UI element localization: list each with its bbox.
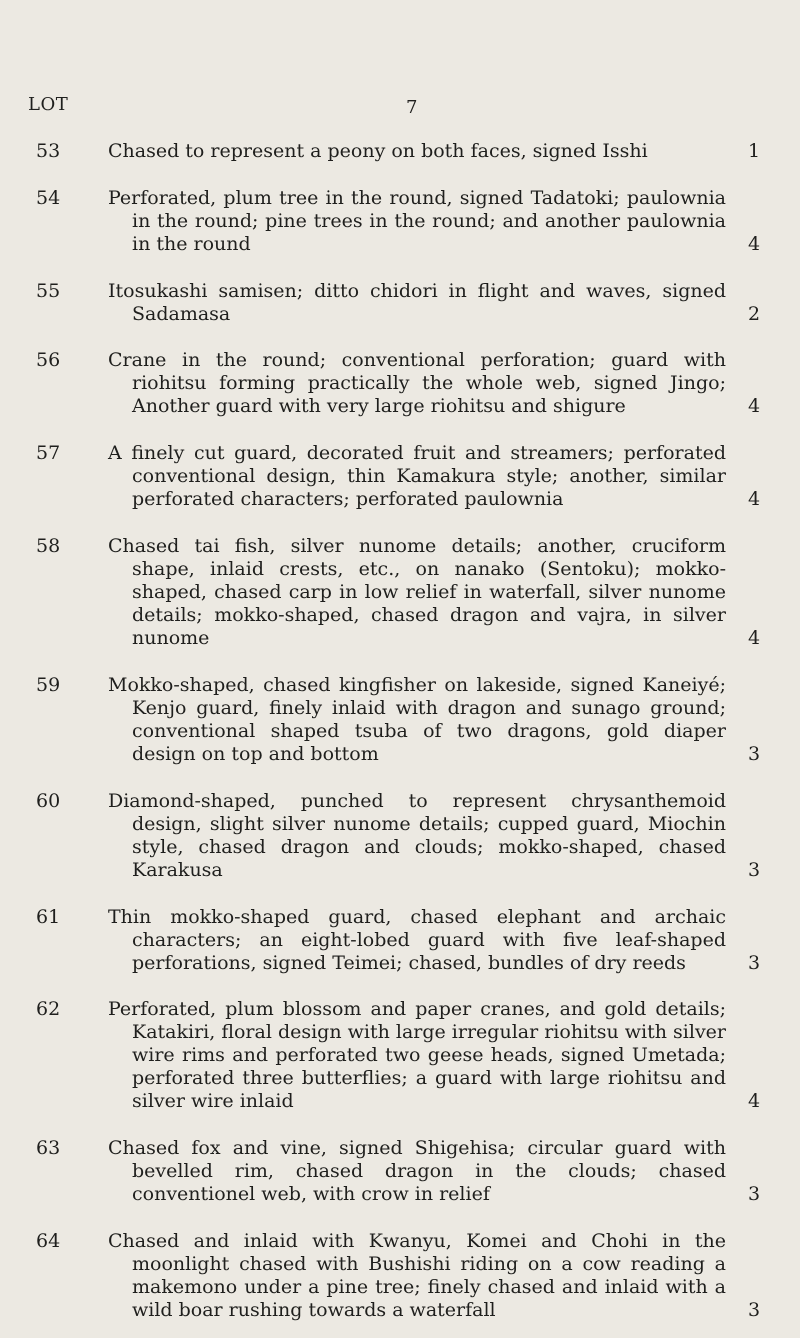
item-count: 4: [747, 1090, 761, 1113]
item-count: 4: [747, 395, 761, 418]
lot-description: Chased and inlaid with Kwanyu, Komei and Chohi in the moonlight chased with Bushishi riding on a cow reading a makemono under a pine tree; finely chased and inlaid with a wild boar rushing towards a waterfall: [108, 1230, 726, 1321]
lot-description: Perforated, plum blossom and paper cranes, and gold details; Katakiri, floral design with large irregular riohitsu with silver wire rims and perforated two geese heads, signed Umetada; perforated three butterflies; a guard with large riohitsu and silver wire inlaid: [108, 998, 727, 1113]
item-count: 3: [747, 858, 761, 881]
item-count: 2: [747, 302, 761, 325]
lot-description: Chased fox and vine, signed Shigehisa; circular guard with bevelled rim, chased dragon in the clouds; chased conventionel web, with crow in relief: [108, 1137, 726, 1206]
lot-description: Chased to represent a peony on both faces, signed Isshi: [108, 140, 648, 162]
lot-number: 62: [36, 998, 61, 1021]
item-count: 4: [747, 488, 761, 511]
lot-number: 64: [36, 1230, 61, 1252]
lot-description: Thin mokko-shaped guard, chased elephant and archaic characters; an eight-lobed guard with five leaf-shaped perforations, signed Teimei; chased, bundles of dry reeds: [108, 905, 726, 974]
lot-description: Itosukashi samisen; ditto chidori in flight and waves, signed Sadamasa: [108, 279, 726, 325]
item-count: 3: [747, 742, 761, 765]
lot-number: 60: [36, 789, 61, 812]
item-count: 3: [747, 1183, 761, 1206]
lot-number: 57: [36, 442, 61, 465]
lot-description: Crane in the round; conventional perforation; guard with riohitsu forming practically the whole web, signed Jingo; Another guard with very large riohitsu and shigure: [108, 349, 726, 418]
lot-column-header: LOT: [28, 94, 69, 115]
lot-description: Mokko-shaped, chased kingfisher on lakeside, signed Kaneiyé; Kenjo guard, finely inlaid with dragon and sunago ground; conventional shaped tsuba of two dragons, gold diaper design on top and bottom: [108, 673, 726, 765]
lot-number: 63: [36, 1137, 61, 1160]
item-count: 3: [747, 951, 761, 974]
lot-description: Diamond-shaped, punched to represent chrysanthemoid design, slight silver nunome details; cupped guard, Miochin style, chased dragon and clouds; mokko-shaped, chased Karakusa: [108, 789, 726, 881]
lot-number: 56: [36, 349, 61, 372]
page-number: 7: [406, 97, 418, 118]
item-count: 4: [747, 627, 761, 650]
lot-number: 54: [36, 186, 61, 209]
item-count: 3: [747, 1299, 761, 1321]
lot-number: 61: [36, 905, 61, 928]
lot-description: Chased tai fish, silver nunome details; another, cruciform shape, inlaid crests, etc., on nanako (Sentoku); mokko-shaped, chased carp in low relief in waterfall, silver nunome details; mokko-shaped, chased dragon and vajra, in silver nunome: [108, 535, 726, 650]
lot-number: 59: [36, 673, 61, 696]
lot-description: Perforated, plum tree in the round, signed Tadatoki; paulownia in the round; pine trees in the round; and another paulownia in the round: [108, 186, 726, 255]
item-count: 1: [747, 140, 761, 162]
lot-number: 58: [36, 535, 61, 558]
item-count: 4: [747, 232, 761, 255]
lot-description: A finely cut guard, decorated fruit and streamers; perforated conventional design, thin Kamakura style; another, similar perforated characters; perforated paulownia: [108, 442, 726, 511]
lot-number: 55: [36, 279, 61, 302]
lot-number: 53: [36, 140, 61, 162]
